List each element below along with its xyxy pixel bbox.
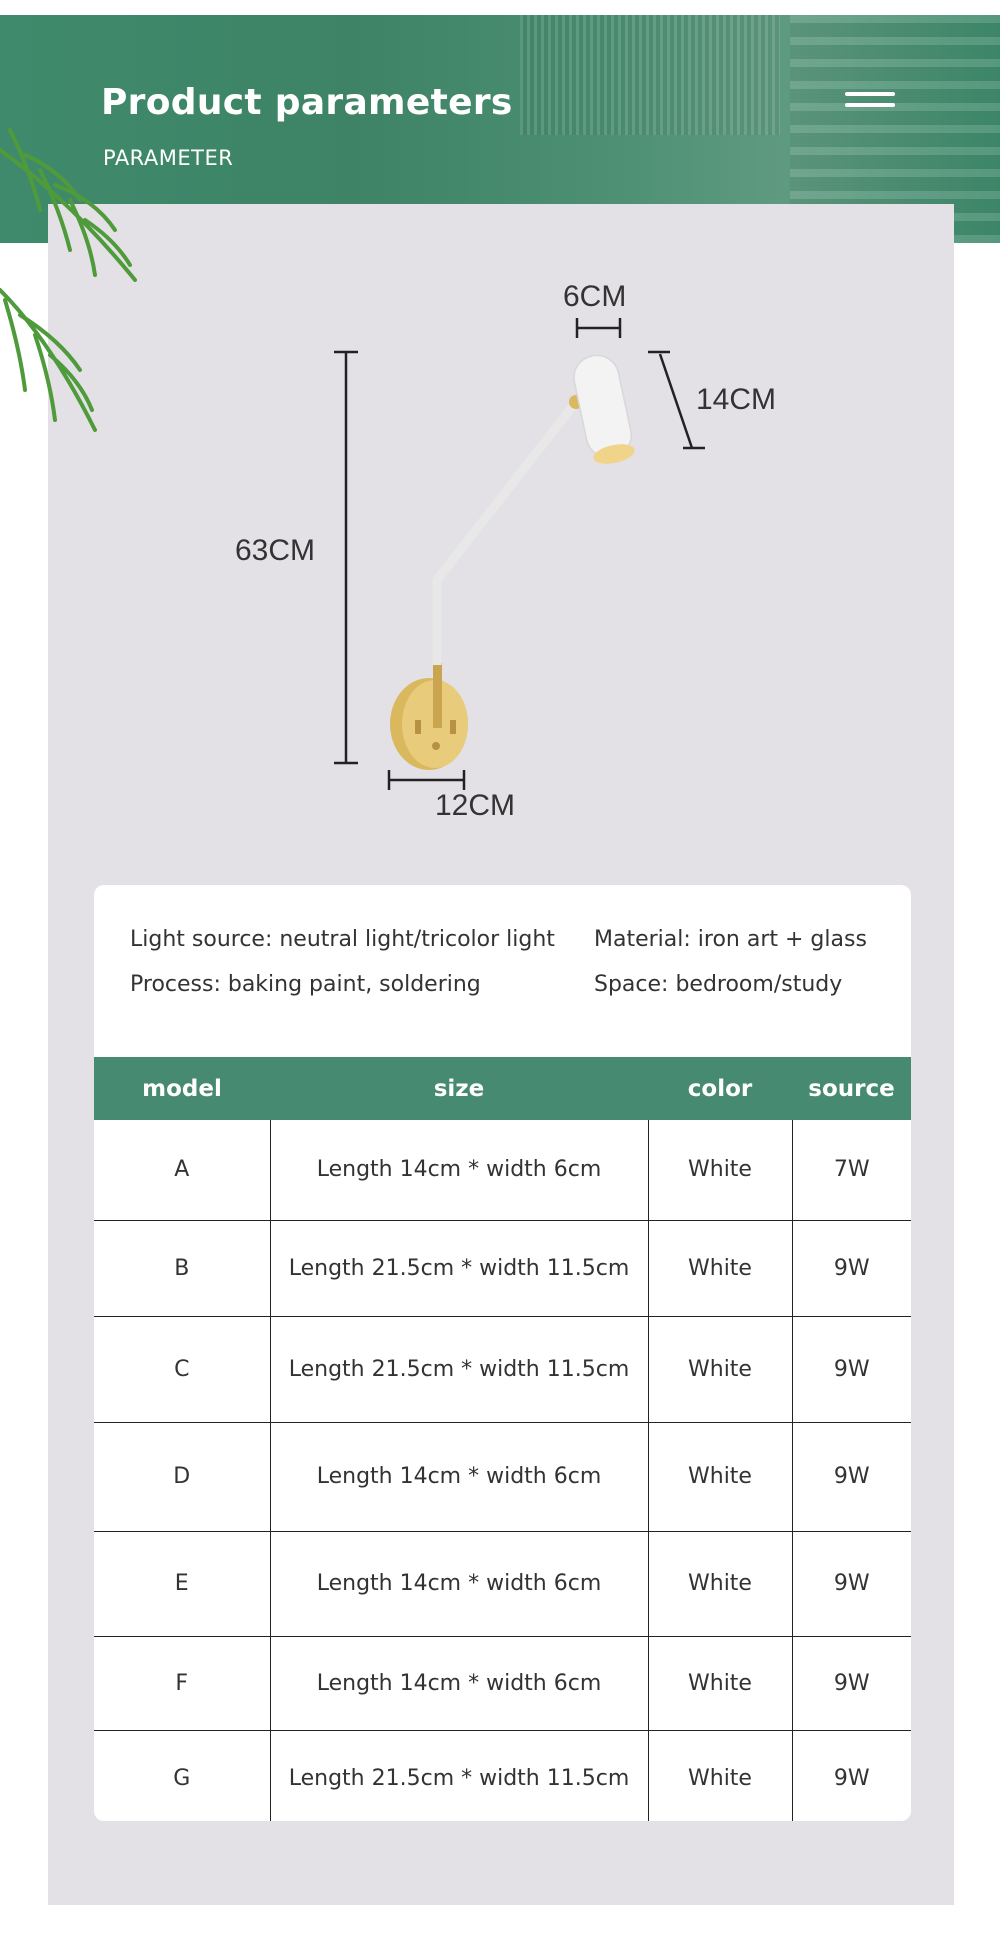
cell-color: White [648,1220,792,1316]
cell-size: Length 14cm * width 6cm [270,1422,648,1531]
cell-color: White [648,1531,792,1636]
cell-source: 9W [833,1766,870,1792]
dimension-head-length: 14CM [696,383,777,416]
table-header-row [94,1057,911,1120]
cell-source: 9W [792,1531,911,1636]
table-row [94,1730,911,1821]
palm-leaf-decoration [0,60,150,440]
cell-source: 9W [792,1316,911,1422]
cell-source: 7W [792,1120,911,1220]
parameter-table [94,1057,911,1821]
cell-size: Length 14cm * width 6cm [270,1531,648,1636]
cell-color: White [648,1316,792,1422]
cell-model: F [94,1636,270,1730]
cell-color: White [648,1636,792,1730]
table-row [94,1531,911,1636]
cell-size: Length 14cm * width 6cm [270,1636,648,1730]
dimension-top-width: 6CM [563,280,627,313]
dimension-base-width: 12CM [435,789,516,822]
page-subtitle: PARAMETER [103,146,234,170]
cell-model: C [94,1316,270,1422]
cell-source: 9W [792,1220,911,1316]
table-row [94,1120,911,1220]
hamburger-menu-icon[interactable] [845,92,895,110]
table-row [94,1316,911,1422]
table-row [94,1636,911,1730]
cell-color: White [648,1730,792,1821]
banner-texture [520,15,780,135]
cell-source: 9W [792,1422,911,1531]
lamp-dimension-diagram [200,250,820,850]
header-color: color [648,1057,792,1120]
cell-size: Length 21.5cm * width 11.5cm [270,1220,648,1316]
spec-process: Process: baking paint, soldering [130,972,481,997]
cell-model: E [94,1531,270,1636]
cell-model: D [94,1422,270,1531]
specs-card [94,885,911,1821]
page-title: Product parameters [101,82,513,123]
cell-size: Length 14cm * width 6cm [270,1120,648,1220]
spec-light-source: Light source: neutral light/tricolor light [130,927,555,952]
header-model: model [94,1057,270,1120]
cell-size: Length 21.5cm * width 11.5cm [270,1316,648,1422]
cell-color: White [648,1120,792,1220]
cell-size: Length 21.5cm * width 11.5cm [270,1730,648,1821]
cell-source: 9W [792,1636,911,1730]
cell-color: White [648,1422,792,1531]
dimension-height: 63CM [235,534,316,567]
cell-model: B [94,1220,270,1316]
header-size: size [270,1057,648,1120]
header-source: source [792,1057,911,1120]
spec-space: Space: bedroom/study [594,972,843,997]
cell-model: A [94,1120,270,1220]
cell-model: G [94,1730,270,1821]
wall-lamp-illustration [390,351,636,770]
table-row [94,1422,911,1531]
spec-material: Material: iron art + glass [594,927,867,952]
table-row [94,1220,911,1316]
